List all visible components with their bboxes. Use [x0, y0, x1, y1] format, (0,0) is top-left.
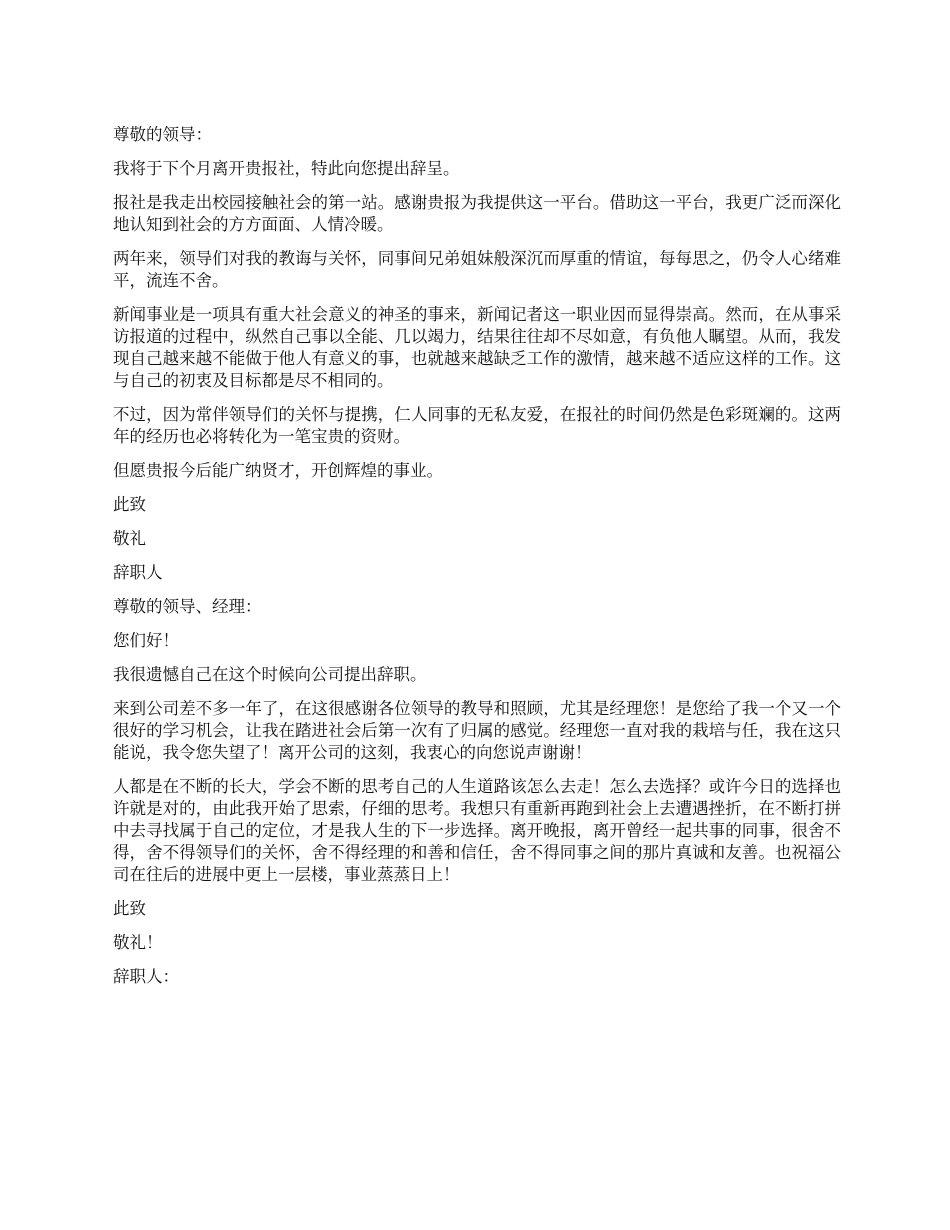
- letter1-paragraph: 报社是我走出校园接触社会的第一站。感谢贵报为我提供这一平台。借助这一平台，我更广泛而深化地认知到社会的方方面面、人情冷暖。: [113, 193, 841, 234]
- letter1-regards: 敬礼: [113, 529, 146, 548]
- letter2-closing: 此致: [113, 899, 146, 918]
- letter2-salutation: 尊敬的领导、经理：: [113, 597, 262, 616]
- letter1-paragraph: 两年来，领导们对我的教诲与关怀，同事间兄弟姐妹般深沉而厚重的情谊，每每思之，仍令人心绪难平，流连不舍。: [113, 249, 841, 290]
- letter2-regards: 敬礼！: [113, 933, 163, 952]
- letter2-paragraph: 我很遗憾自己在这个时候向公司提出辞职。: [113, 665, 427, 684]
- letter1-paragraph: 新闻事业是一项具有重大社会意义的神圣的事来，新闻记者这一职业因而显得崇高。然而，在从事采访报道的过程中，纵然自己事以全能、几以竭力，结果往往却不尽如意，有负他人瞩望。从而，我发现自己越来越不能做于他人有意义的事，也就越来越缺乏工作的激情，越来越不适应这样的工作。这与自己的初衷及目标都是尽不相同的。: [113, 305, 841, 390]
- letter1-paragraph: 我将于下个月离开贵报社，特此向您提出辞呈。: [113, 159, 460, 178]
- letter2-paragraph: 来到公司差不多一年了，在这很感谢各位领导的教导和照顾，尤其是经理您！是您给了我一个又一个很好的学习机会，让我在踏进社会后第一次有了归属的感觉。经理您一直对我的栽培与任，我在这只能说，我令您失望了！离开公司的这刻，我衷心的向您说声谢谢！: [113, 699, 841, 762]
- letter2-signature: 辞职人：: [113, 967, 179, 986]
- letter1-salutation: 尊敬的领导：: [113, 125, 212, 144]
- letter1-signature: 辞职人: [113, 563, 163, 582]
- document-body: [113, 124, 841, 1000]
- letter2-paragraph: 人都是在不断的长大，学会不断的思考自己的人生道路该怎么去走！怎么去选择？或许今日的选择也许就是对的，由此我开始了思索，仔细的思考。我想只有重新再跑到社会上去遭遇挫折，在不断打拼中去寻找属于自己的定位，才是我人生的下一步选择。离开晚报，离开曾经一起共事的同事，很舍不得，舍不得领导们的关怀，舍不得经理的和善和信任，舍不得同事之间的那片真诚和友善。也祝福公司在往后的进展中更上一层楼，事业蒸蒸日上！: [113, 777, 841, 884]
- letter1-closing: 此致: [113, 495, 146, 514]
- letter1-paragraph: 但愿贵报今后能广纳贤才，开创辉煌的事业。: [113, 461, 443, 480]
- letter2-greeting: 您们好！: [113, 631, 179, 650]
- letter1-paragraph: 不过，因为常伴领导们的关怀与提携，仁人同事的无私友爱，在报社的时间仍然是色彩斑斓的。这两年的经历也必将转化为一笔宝贵的资财。: [113, 405, 841, 446]
